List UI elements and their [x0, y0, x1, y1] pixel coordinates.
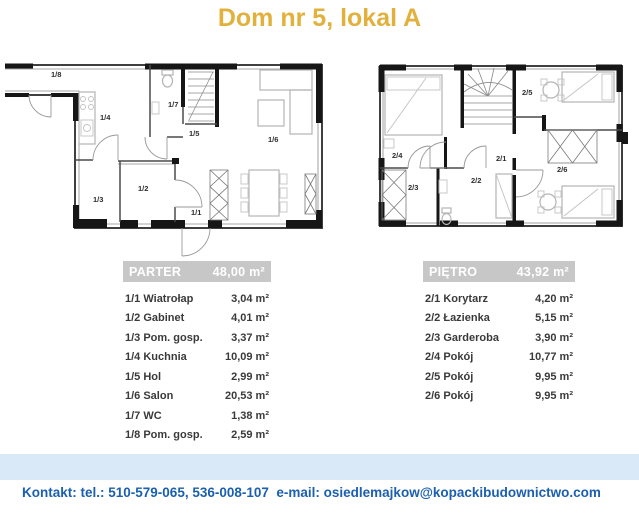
room-area: 4,20 m²	[535, 292, 573, 305]
stairs-icon	[464, 68, 512, 124]
area-table-parter	[123, 261, 271, 445]
room-name: 2/6 Pokój	[425, 390, 474, 403]
room-area: 1,38 m²	[231, 409, 269, 422]
bed-icon	[562, 186, 614, 218]
table-row	[423, 348, 575, 368]
contact-text: Kontakt: tel.: 510-579-065, 536-008-107 e-mail: osiedlemajkow@kopackibudownictwo.com	[22, 485, 601, 500]
page-title: Dom nr 5, lokal A	[217, 4, 422, 32]
table-row	[423, 387, 575, 407]
room-name: 1/8 Pom. gosp.	[125, 429, 203, 442]
room-name: 2/3 Garderoba	[425, 331, 499, 344]
table-row	[123, 367, 271, 387]
table-rows	[423, 289, 575, 406]
room-label: 1/6	[268, 135, 279, 144]
room-area: 3,90 m²	[535, 331, 573, 344]
table-row	[423, 289, 575, 309]
table-row	[423, 309, 575, 329]
outer-walls	[379, 65, 629, 227]
contact-footer	[0, 454, 639, 500]
table-rows	[123, 289, 271, 445]
room-name: 2/4 Pokój	[425, 351, 474, 364]
room-label: 1/3	[93, 195, 104, 204]
table-title: PARTER	[129, 264, 182, 279]
wardrobe-icon	[210, 170, 316, 220]
room-label: 1/8	[51, 70, 62, 79]
table-total-area: 48,00 m²	[212, 264, 265, 279]
table-chairs-icon	[541, 79, 564, 101]
table-row	[123, 387, 271, 407]
room-label: 1/4	[100, 113, 111, 122]
room-area: 3,04 m²	[231, 292, 269, 305]
room-labels	[392, 88, 567, 192]
table-row	[123, 426, 271, 446]
room-area: 3,37 m²	[231, 331, 269, 344]
room-area: 20,53 m²	[224, 390, 269, 403]
room-area: 10,09 m²	[224, 351, 269, 364]
room-area: 2,59 m²	[231, 429, 269, 442]
floor-plan-parter-drawing	[5, 62, 330, 258]
room-area: 5,15 m²	[535, 312, 573, 325]
room-label: 2/6	[557, 165, 568, 174]
room-label: 1/5	[189, 129, 200, 138]
kitchen-counter-icon	[79, 92, 95, 144]
table-row	[123, 348, 271, 368]
outer-walls	[5, 64, 322, 229]
room-name: 2/1 Korytarz	[425, 292, 488, 305]
room-label: 2/5	[522, 88, 533, 97]
area-table-pietro	[423, 261, 575, 406]
room-label: 2/1	[496, 154, 507, 163]
wardrobe-icon	[382, 130, 597, 220]
room-name: 1/2 Gabinet	[125, 312, 185, 325]
floor-plan-parter	[5, 62, 330, 258]
room-label: 1/1	[191, 208, 202, 217]
room-name: 1/5 Hol	[125, 370, 162, 383]
table-total-area: 43,92 m²	[516, 264, 569, 279]
room-name: 1/1 Wiatrołap	[125, 292, 194, 305]
room-label: 1/7	[168, 100, 179, 109]
room-area: 10,77 m²	[528, 351, 573, 364]
room-label: 2/2	[471, 176, 482, 185]
room-label: 2/4	[392, 151, 403, 160]
table-row	[423, 328, 575, 348]
bed-icon	[384, 75, 442, 148]
room-label: 1/2	[138, 184, 149, 193]
table-chairs-icon	[538, 191, 561, 213]
table-row	[123, 406, 271, 426]
room-label: 2/3	[408, 183, 419, 192]
bed-icon	[562, 72, 614, 102]
room-name: 1/6 Salon	[125, 390, 174, 403]
table-row	[123, 328, 271, 348]
table-header-pietro	[423, 261, 575, 282]
sofa-icon	[258, 70, 312, 134]
room-name: 1/4 Kuchnia	[125, 351, 187, 364]
floor-plan-pietro-drawing	[368, 62, 630, 237]
room-name: 1/7 WC	[125, 409, 162, 422]
room-name: 1/3 Pom. gosp.	[125, 331, 203, 344]
table-row	[423, 367, 575, 387]
table-row	[123, 309, 271, 329]
dining-table-icon	[241, 170, 287, 216]
floor-plan-pietro	[368, 62, 630, 237]
table-title: PIĘTRO	[429, 264, 478, 279]
room-area: 4,01 m²	[231, 312, 269, 325]
room-area: 2,99 m²	[231, 370, 269, 383]
door-arcs	[408, 142, 543, 197]
room-area: 9,95 m²	[535, 370, 573, 383]
stairs-icon	[188, 72, 214, 121]
table-row	[123, 289, 271, 309]
room-name: 2/5 Pokój	[425, 370, 474, 383]
room-area: 9,95 m²	[535, 390, 573, 403]
table-header-parter	[123, 261, 271, 282]
room-name: 2/2 Łazienka	[425, 312, 490, 325]
